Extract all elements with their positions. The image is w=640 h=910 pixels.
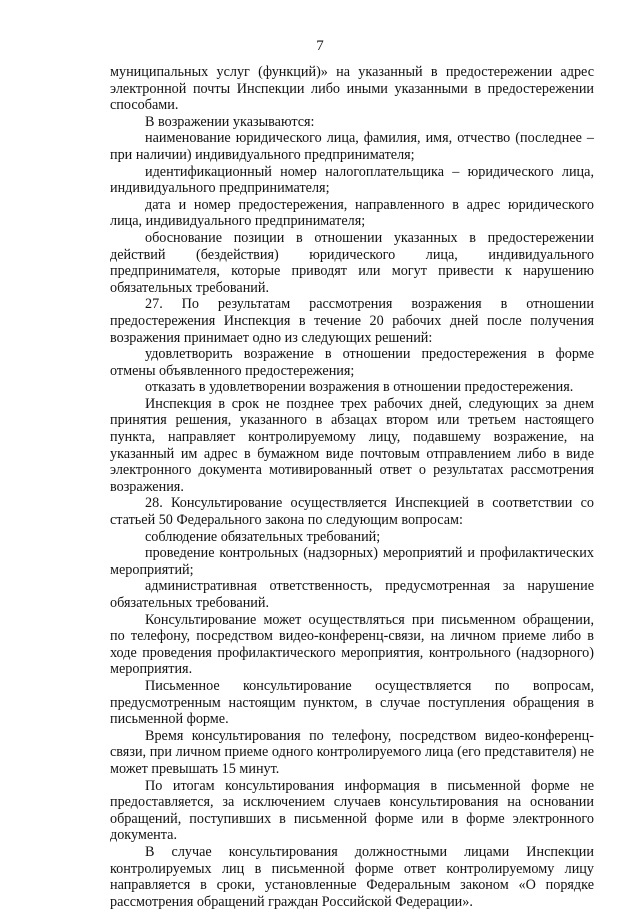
paragraph-objection-contents-intro: В возражении указываются:	[145, 113, 315, 130]
paragraph-list-item: дата и номер предостережения, направленного в адрес юридического лица, индивидуального предпринимателя;	[110, 196, 594, 230]
document-body	[110, 64, 594, 910]
paragraph-consultation-time: Время консультирования по телефону, посредством видео-конференц-связи, при личном приеме одного контролируемого лица (его представителя) не может превышать 15 минут.	[110, 727, 594, 777]
paragraph-list-item: наименование юридического лица, фамилия, имя, отчество (последнее – при наличии) индивидуального предпринимателя;	[110, 130, 594, 163]
paragraph-list-item: обоснование позиции в отношении указанных в предостережении действий (бездействия) юридического лица, индивидуального предпринимателя, которые приводят или могут привести к нарушению обязательных требований.	[110, 229, 594, 296]
paragraph-written-response: В случае консультирования должностными лицами Инспекции контролируемых лиц в письменной форме ответ контролируемому лицу направляется в сроки, установленные Федеральным законом «О порядке рассмотрения обращений граждан Российской Федерации».	[110, 843, 594, 910]
page-number: 7	[316, 38, 324, 54]
paragraph-consultation-results: По итогам консультирования информация в письменной форме не предоставляется, за исключением случаев консультирования на основании обращений, поступивших в письменной форме или в форме электронного документа.	[110, 777, 594, 844]
paragraph-consultation-methods: Консультирование может осуществляться при письменном обращении, по телефону, посредством видео-конференц-связи, на личном приеме либо в ходе проведения профилактического мероприятия, контрольного (надзорного) мероприятия.	[110, 611, 594, 678]
paragraph-list-item: удовлетворить возражение в отношении предостережения в форме отмены объявленного предостережения;	[110, 346, 594, 379]
paragraph-list-item: соблюдение обязательных требований;	[145, 528, 381, 545]
paragraph-list-item: отказать в удовлетворении возражения в отношении предостережения.	[145, 379, 574, 396]
paragraph-clause-28: 28. Консультирование осуществляется Инспекцией в соответствии со статьей 50 Федерального закона по следующим вопросам:	[110, 495, 594, 529]
paragraph-continuation: муниципальных услуг (функций)» на указанный в предостережении адрес электронной почты Инспекции либо иными указанными в предостережении способами.	[110, 64, 594, 114]
paragraph-list-item: идентификационный номер налогоплательщика – юридического лица, индивидуального предпринимателя;	[110, 163, 594, 197]
paragraph-written-consultation: Письменное консультирование осуществляется по вопросам, предусмотренным настоящим пунктом, в случае поступления обращения в письменной форме.	[110, 677, 594, 728]
paragraph-response-deadline: Инспекция в срок не позднее трех рабочих дней, следующих за днем принятия решения, указанного в абзацах втором или третьем настоящего пункта, направляет контролируемому лицу, подавшему возражение, на указанный им адрес в бумажном виде почтовым отправлением либо в виде электронного документа мотивированный ответ о результатах рассмотрения возражения.	[110, 395, 594, 495]
paragraph-clause-27: 27. По результатам рассмотрения возражения в отношении предостережения Инспекция в течение 20 рабочих дней после получения возражения принимает одно из следующих решений:	[110, 296, 594, 346]
paragraph-list-item: административная ответственность, предусмотренная за нарушение обязательных требований.	[110, 578, 594, 611]
paragraph-list-item: проведение контрольных (надзорных) мероприятий и профилактических мероприятий;	[110, 545, 594, 578]
